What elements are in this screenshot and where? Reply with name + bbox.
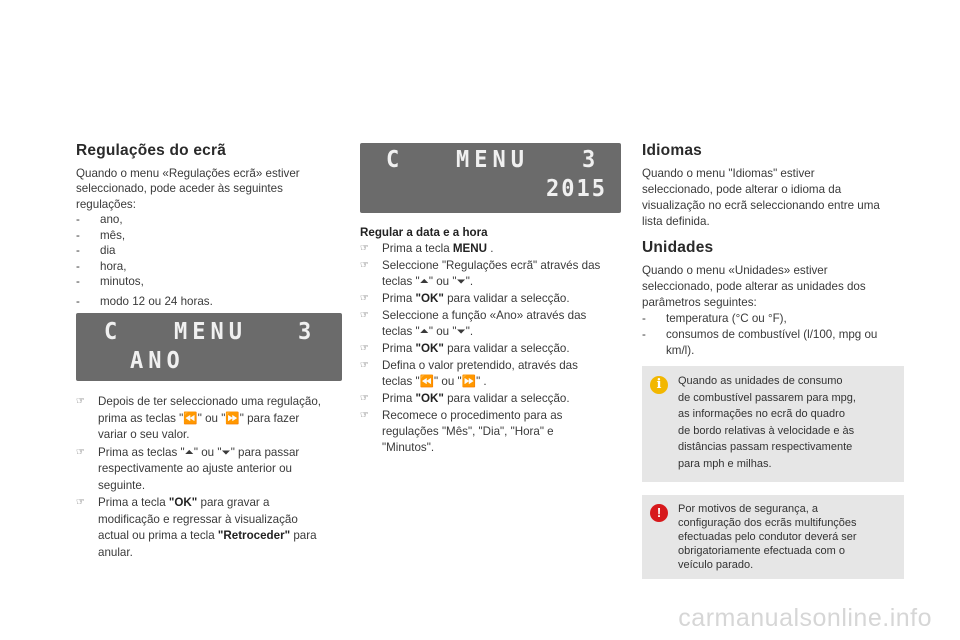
note-line: veículo parado. bbox=[678, 559, 754, 571]
step-item: ☞ Seleccione a função «Ano» através das teclas "⏶" ou "⏷". bbox=[360, 309, 587, 338]
list-item: - hora, bbox=[76, 259, 127, 273]
note-line: configuração dos ecrãs multifunções bbox=[678, 517, 857, 529]
step-item: ☞ Prima a tecla MENU . bbox=[360, 242, 494, 255]
lcd-text: MENU bbox=[456, 147, 529, 174]
step-item: ☞ Defina o valor pretendido, através das teclas "⏪" ou "⏩" . bbox=[360, 359, 578, 388]
note-line: para mph e milhas. bbox=[678, 457, 772, 470]
step-item: ☞ Recomece o procedimento para as regulações "Mês", "Dia", "Hora" e "Minutos". bbox=[360, 409, 563, 454]
intro-line: seleccionado, pode aceder às seguintes bbox=[76, 182, 283, 195]
step-item: ☞ Seleccione "Regulações ecrã" através das teclas "⏶" ou "⏷". bbox=[360, 259, 601, 288]
section-title-screen-settings: Regulações do ecrã bbox=[76, 142, 227, 159]
intro-line: regulações: bbox=[76, 197, 136, 211]
lcd-text: C bbox=[386, 147, 405, 174]
info-icon: i bbox=[650, 376, 668, 394]
paragraph-line: seleccionado, pode alterar o idioma da bbox=[642, 183, 842, 196]
step-item: ☞ Prima a tecla "OK" para gravar a modificação e regressar à visualização actual ou prima a tecla "Retroceder" para anular. bbox=[76, 495, 344, 561]
subsection-title: Regular a data e a hora bbox=[360, 226, 488, 239]
list-item: - temperatura (°C ou °F), bbox=[642, 312, 787, 325]
step-item: ☞ Prima "OK" para validar a selecção. bbox=[360, 292, 570, 305]
lcd-text: MENU bbox=[174, 319, 247, 346]
note-line: Quando as unidades de consumo bbox=[678, 375, 843, 387]
square-arrow-bullet-icon: ☞ bbox=[360, 260, 369, 271]
square-arrow-bullet-icon: ☞ bbox=[360, 360, 369, 371]
note-line: distâncias passam respectivamente bbox=[678, 441, 853, 454]
list-item: - minutos, bbox=[76, 275, 144, 288]
square-arrow-bullet-icon: ☞ bbox=[360, 293, 369, 304]
step-item: ☞ Depois de ter seleccionado uma regulação, prima as teclas "⏪" ou "⏩" para fazer variar o seu valor. bbox=[76, 394, 344, 444]
lcd-text: 2015 bbox=[546, 176, 607, 203]
square-arrow-bullet-icon: ☞ bbox=[76, 446, 85, 458]
lcd-display-year bbox=[76, 313, 342, 381]
note-line: as informações no ecrã do quadro bbox=[678, 408, 845, 421]
square-arrow-bullet-icon: ☞ bbox=[360, 410, 369, 421]
note-line: de combustível passarem para mpg, bbox=[678, 391, 856, 404]
warning-note bbox=[642, 495, 904, 579]
note-line: efectuadas pelo condutor deverá ser bbox=[678, 531, 857, 543]
list-item: - modo 12 ou 24 horas. bbox=[76, 294, 213, 308]
lcd-display-date bbox=[360, 143, 621, 213]
list-item: km/l). bbox=[666, 344, 695, 357]
right-column bbox=[642, 143, 904, 359]
lcd-text: 3 bbox=[582, 147, 601, 174]
step-item: ☞ Prima "OK" para validar a selecção. bbox=[360, 342, 570, 355]
paragraph-line: seleccionado, pode alterar as unidades dos bbox=[642, 280, 866, 293]
note-line: de bordo relativas à velocidade e às bbox=[678, 424, 855, 437]
paragraph-line: parâmetros seguintes: bbox=[642, 296, 757, 309]
step-item: ☞ Prima as teclas "⏶" ou "⏷" para passar respectivamente ao ajuste anterior ou seguinte. bbox=[76, 445, 344, 495]
intro-line: Quando o menu «Regulações ecrã» estiver bbox=[76, 166, 300, 180]
list-item: - mês, bbox=[76, 228, 126, 242]
warning-icon: ! bbox=[650, 504, 668, 522]
lcd-text: C bbox=[104, 319, 123, 346]
square-arrow-bullet-icon: ☞ bbox=[360, 343, 369, 354]
info-note bbox=[642, 366, 904, 482]
list-item: - dia bbox=[76, 244, 116, 257]
note-line: obrigatoriamente efectuada com o bbox=[678, 545, 845, 557]
lcd-text: ANO bbox=[130, 348, 185, 375]
paragraph-line: visualização no ecrã seleccionando entre uma bbox=[642, 199, 880, 212]
square-arrow-bullet-icon: ☞ bbox=[360, 393, 369, 404]
watermark: carmanualsonline.info bbox=[678, 604, 932, 632]
paragraph-line: lista definida. bbox=[642, 215, 710, 228]
step-item: ☞ Prima "OK" para validar a selecção. bbox=[360, 392, 570, 405]
section-title-languages: Idiomas bbox=[642, 142, 702, 159]
square-arrow-bullet-icon: ☞ bbox=[76, 497, 85, 508]
list-item: - ano, bbox=[76, 213, 123, 226]
left-column bbox=[76, 143, 341, 309]
section-title-units: Unidades bbox=[642, 239, 714, 256]
paragraph-line: Quando o menu «Unidades» estiver bbox=[642, 264, 828, 277]
list-item: - consumos de combustível (l/100, mpg ou bbox=[642, 328, 878, 341]
square-arrow-bullet-icon: ☞ bbox=[360, 310, 369, 321]
lcd-text: 3 bbox=[298, 319, 317, 346]
note-line: Por motivos de segurança, a bbox=[678, 503, 819, 515]
paragraph-line: Quando o menu "Idiomas" estiver bbox=[642, 167, 815, 180]
middle-column bbox=[360, 225, 625, 457]
left-steps bbox=[76, 394, 344, 562]
square-arrow-bullet-icon: ☞ bbox=[360, 243, 369, 254]
square-arrow-bullet-icon: ☞ bbox=[76, 396, 85, 407]
